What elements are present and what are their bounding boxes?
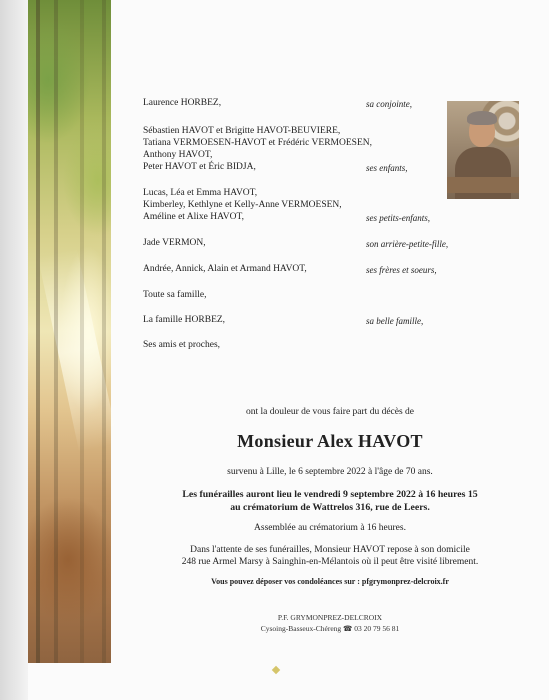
family-name: Améline et Alixe HAVOT,: [143, 212, 244, 222]
page-edge-shadow: [0, 0, 28, 700]
family-name: Kimberley, Kethlyne et Kelly-Anne VERMOESEN,: [143, 200, 342, 210]
staple-mark: [272, 666, 280, 674]
rest-info-line-2: 248 rue Armel Marsy à Sainghin-en-Mélantois où il peut être visité librement.: [181, 557, 479, 567]
funeral-home-contact: Cysoing-Basseux-Chéreng ☎ 03 20 79 56 81: [260, 624, 400, 633]
portrait-photo: [447, 101, 519, 199]
tree-trunk: [54, 0, 58, 663]
family-role: ses petits-enfants,: [366, 213, 430, 223]
family-role: son arrière-petite-fille,: [366, 239, 449, 249]
family-role: ses frères et soeurs,: [366, 265, 437, 275]
family-name: Toute sa famille,: [143, 290, 207, 300]
announcement-intro: ont la douleur de vous faire part du décès de: [245, 407, 415, 417]
funeral-line-2: au crématorium de Wattrelos 316, rue de Leers.: [230, 502, 430, 513]
family-name: Ses amis et proches,: [143, 340, 221, 350]
family-name: Sébastien HAVOT et Brigitte HAVOT-BEUVIERE,: [143, 126, 341, 136]
funeral-home-name: P.F. GRYMONPREZ-DELCROIX: [277, 613, 383, 622]
condolences-link[interactable]: Vous pouvez déposer vos condoléances sur : pfgrymonprez-delcroix.fr: [211, 577, 449, 586]
forest-path-image: [28, 0, 111, 663]
family-role: sa belle famille,: [366, 316, 424, 326]
family-name: Laurence HORBEZ,: [143, 98, 222, 108]
death-info: survenu à Lille, le 6 septembre 2022 à l'âge de 70 ans.: [227, 467, 433, 477]
family-name: Jade VERMON,: [143, 238, 206, 248]
light-ray: [38, 248, 119, 452]
family-name: Lucas, Léa et Emma HAVOT,: [143, 188, 258, 198]
family-name: La famille HORBEZ,: [143, 315, 226, 325]
deceased-name: Monsieur Alex HAVOT: [237, 431, 423, 451]
tree-trunk: [102, 0, 106, 663]
family-name: Andrée, Annick, Alain et Armand HAVOT,: [143, 264, 307, 274]
family-role: ses enfants,: [366, 163, 408, 173]
family-name: Tatiana VERMOESEN-HAVOT et Frédéric VERMOESEN,: [143, 138, 372, 148]
family-role: sa conjointe,: [366, 99, 412, 109]
family-name: Anthony HAVOT,: [143, 150, 213, 160]
assembly-info: Assemblée au crématorium à 16 heures.: [254, 523, 406, 533]
family-name: Peter HAVOT et Éric BIDJA,: [143, 162, 256, 172]
tree-trunk: [80, 0, 84, 663]
tree-trunk: [36, 0, 40, 663]
funeral-line-1: Les funérailles auront lieu le vendredi 9 septembre 2022 à 16 heures 15: [182, 489, 478, 500]
rest-info-line-1: Dans l'attente de ses funérailles, Monsieur HAVOT repose à son domicile: [190, 545, 470, 555]
